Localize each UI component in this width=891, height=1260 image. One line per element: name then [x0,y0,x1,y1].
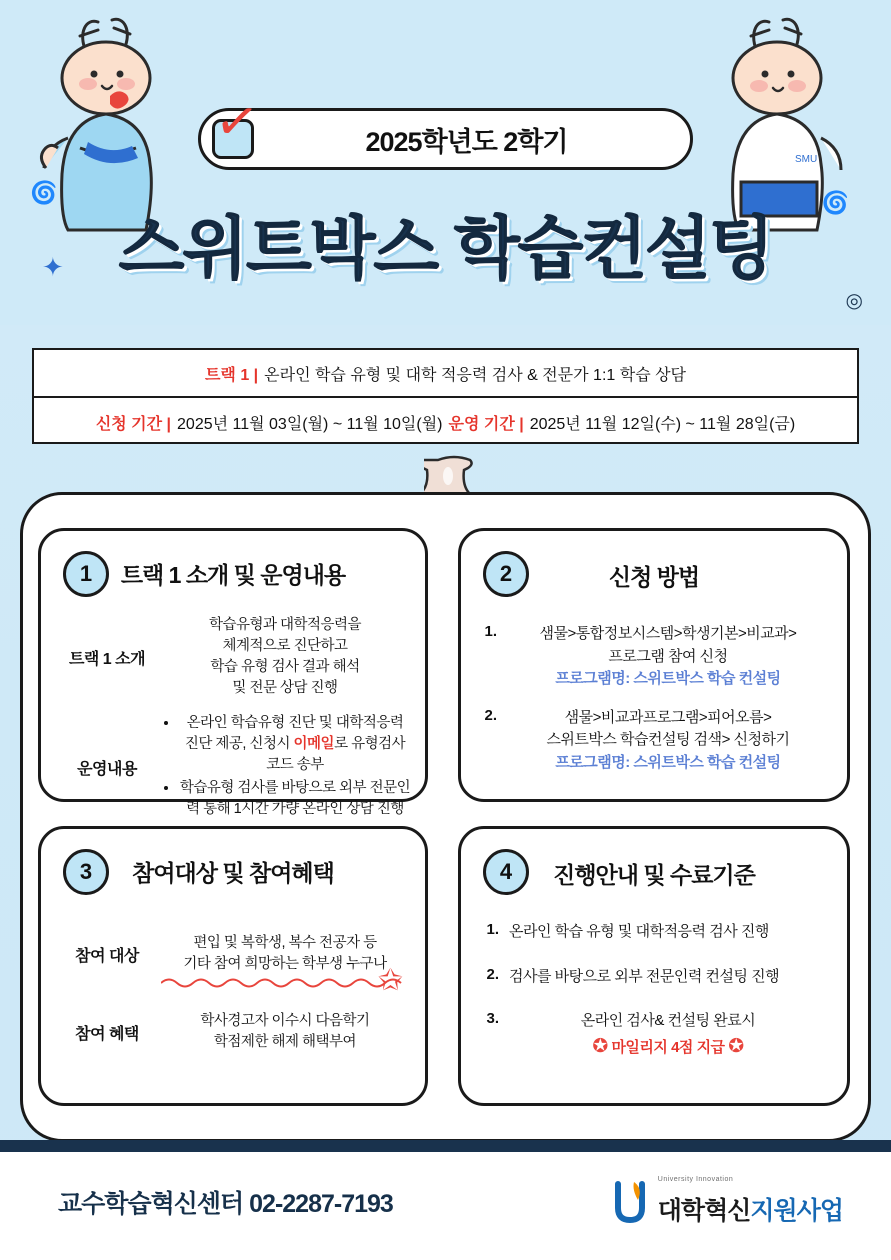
mileage-line [509,1033,827,1062]
row-label: 참여 혜택 [75,1025,139,1043]
step-number: 1. [484,623,497,640]
operate-period-value: 2025년 11월 12일(수) ~ 11월 28일(금) [529,415,796,433]
intro-line-3: 학습 유형 검사 결과 해석 [210,659,360,676]
row-value [159,713,411,822]
mileage-text: 마일리지 4점 지급 [611,1038,725,1056]
page-title: 스위트박스 학습컨설팅 [118,211,773,287]
step-text [507,623,829,691]
contact-info: 교수학습혁신센터 02-2287-7193 [58,1190,393,1218]
operation-bullet-1: • 온라인 학습유형 진단 및 대학적응력 진단 제공, 신청시 이메일로 유형검사 코드 송부 [179,713,411,776]
step-line-2: 스위트박스 학습컨설팅 검색> 신청하기 [546,731,790,748]
program-name: 프로그램명: 스위트박스 학습 컨설팅 [555,753,781,771]
row-operation [41,713,425,822]
operation-bullet-2: • 학습유형 검사를 바탕으로 외부 전문인력 통해 1시간 가량 온라인 상담 진행 [179,778,411,820]
track-tag: 트랙 1 | [204,366,259,384]
logo-text-part1: 대학혁신 [657,1197,751,1225]
swirl-icon-left: 🌀 [30,180,58,205]
email-highlight: 이메일 [293,736,335,753]
card-title: 진행안내 및 수료기준 [553,862,755,888]
row-target [41,933,425,975]
benefit-line-2: 학점제한 해제 해택부여 [213,1034,357,1051]
target-line-1: 편입 및 복학생, 복수 전공자 등 [193,935,377,951]
svg-text:SMU: SMU [795,154,818,165]
step-line-1: 샘물>비교과프로그램>피어오름> [564,708,772,726]
target-line-2: 기타 참여 희망하는 학부생 누구나 [183,956,387,973]
row-label: 운영내용 [77,761,137,779]
footer-navy-bar [0,1140,891,1152]
logo-mark-icon [612,1180,648,1224]
card-application-method [458,528,850,802]
poster-footer [0,1152,891,1260]
apply-period-tag: 신청 기간 | [95,415,172,433]
check-mark-icon: ✓ [211,90,263,155]
process-step-3 [481,1010,827,1061]
semester-pill [198,108,693,170]
row-value [159,615,411,699]
info-box [32,348,859,444]
intro-line-2: 체계적으로 진단하고 [222,638,348,655]
intro-line-1: 학습유형과 대학적응력을 [208,617,362,633]
track-text: 온라인 학습 유형 및 대학 적응력 검사 & 전문가 1:1 학습 상담 [264,366,687,384]
step-number: 2. [484,706,497,724]
card-title: 트랙 1 소개 및 운영내용 [120,562,346,588]
card-number-badge: 2 [483,551,529,597]
card-body [41,613,425,818]
step-line-1: 온라인 검사& 컨설팅 완료시 [580,1012,756,1029]
benefit-line-1: 학사경고자 이수시 다음학기 [200,1013,370,1030]
row-track-intro [41,615,425,699]
card-number-badge: 3 [63,849,109,895]
card-title: 신청 방법 [608,564,700,590]
logo-text-part2: 지원사업 [750,1197,843,1225]
underline-squiggle-icon [161,975,411,989]
track-row [34,350,857,398]
swirl-icon-right: 🌀 [821,190,849,215]
operate-period-tag: 운영 기간 | [448,415,524,433]
row-label: 트랙 1 소개 [68,650,146,668]
apply-step-2 [479,707,829,775]
step-text: 검사를 바탕으로 외부 전문인력 컨설팅 진행 [509,967,780,985]
row-benefit [41,1011,425,1053]
step-text [509,1010,827,1061]
step-line-1: 샘물>통합정보시스템>학생기본>비교과> [539,625,797,642]
row-label: 참여 대상 [75,947,139,965]
star-icon-left: ✪ [592,1035,608,1057]
card-number-badge: 1 [63,551,109,597]
program-logo [612,1176,843,1227]
logo-subtext: University Innovation [657,1176,734,1183]
card-body [41,911,425,1093]
card-target-benefit [38,826,428,1106]
intro-line-4: 및 전문 상담 진행 [232,680,338,697]
step-text [507,707,829,775]
step-number: 3. [486,1010,499,1027]
star-icon-benefit: ✩ [377,964,403,997]
card-track-intro [38,528,428,818]
card-body [461,911,847,1093]
step-line-2: 프로그램 참여 신청 [608,647,728,665]
apply-period-value: 2025년 11월 03일(월) ~ 11월 10일(월) [177,415,443,433]
card-number-badge: 4 [483,849,529,895]
step-text: 온라인 학습 유형 및 대학적응력 검사 진행 [509,923,769,940]
star-icon-right: ✪ [728,1035,744,1057]
semester-label: 2025학년도 2학기 [365,126,568,157]
sparkle-icon-1: ✦ [42,252,64,282]
row-value [159,1011,411,1053]
row-value [159,933,411,975]
poster-header [0,0,891,330]
step-number: 1. [486,921,499,938]
card-title: 참여대상 및 참여혜택 [132,860,334,886]
card-body [461,613,847,789]
program-name: 프로그램명: 스위트박스 학습 컨설팅 [555,670,781,687]
card-process-completion [458,826,850,1106]
process-step-2 [481,966,827,989]
period-row [34,398,857,446]
step-number: 2. [486,965,499,983]
logo-text [658,1191,843,1227]
process-step-1 [481,921,827,944]
circle-icon-right: ◎ [845,290,863,312]
apply-step-1 [479,623,829,691]
